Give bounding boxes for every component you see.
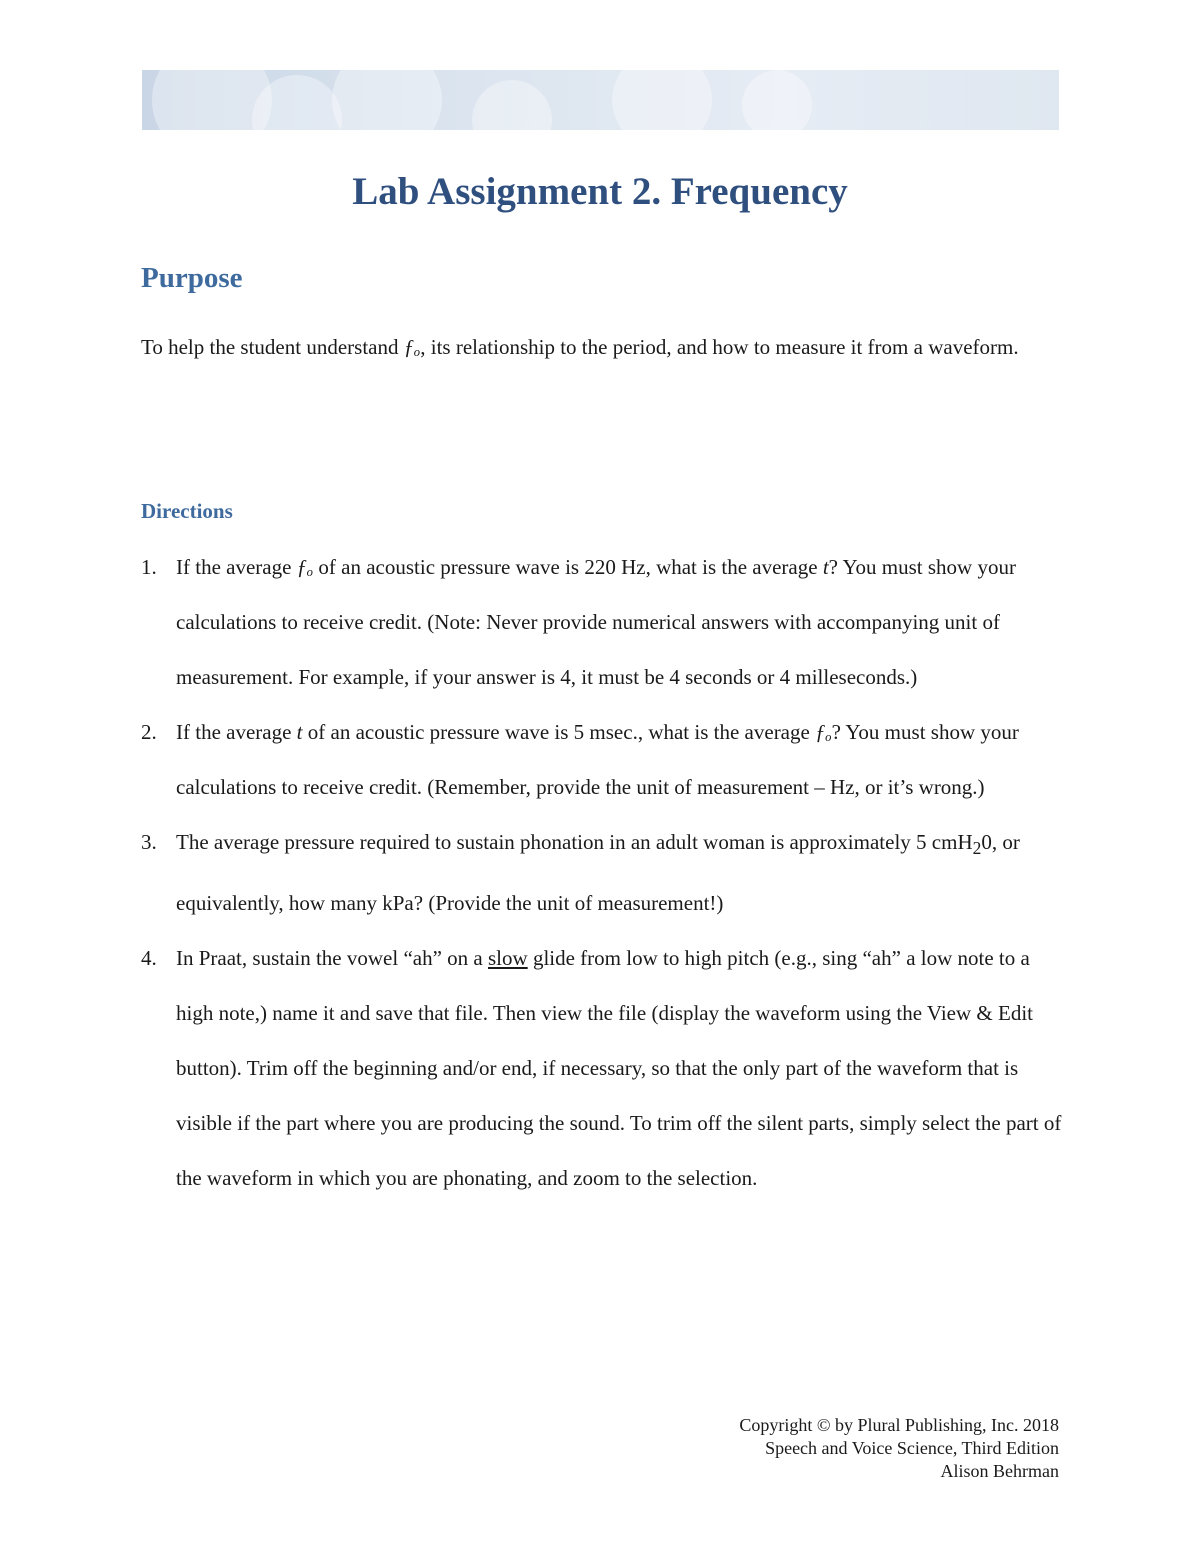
fo-symbol: ƒₒ [815, 720, 832, 744]
fo-symbol: ƒₒ [403, 335, 421, 359]
item-text: In Praat, sustain the vowel “ah” on a [176, 946, 488, 971]
list-item [141, 815, 1066, 931]
period-symbol: t [296, 720, 303, 744]
item-text: The average pressure required to sustain phonation in an adult woman is approximately 5 cmH [176, 830, 973, 854]
list-item-number: 1. [141, 555, 157, 579]
purpose-paragraph [141, 320, 1041, 375]
item-text: If the average [176, 555, 297, 579]
footer-author: Alison Behrman [940, 1461, 1059, 1481]
header-banner [142, 70, 1059, 130]
purpose-text-post: , its relationship to the period, and how to measure it from a waveform. [420, 335, 1019, 359]
underlined-word: slow [488, 946, 528, 971]
page-title: Lab Assignment 2. Frequency [352, 170, 848, 213]
item-text: ? You must show your calculations to receive credit. (Note: Never provide numerical answers with accompanying unit of measurement. For example, if your answer is 4, it must be 4 seconds or 4 milleseconds.) [176, 555, 1016, 689]
item-text: If the average [176, 720, 297, 744]
purpose-text-pre: To help the student understand [141, 335, 404, 359]
list-item-number: 3. [141, 830, 157, 854]
period-symbol: t [822, 555, 829, 579]
fo-symbol: ƒₒ [296, 555, 314, 579]
copyright-footer [739, 1414, 1059, 1483]
item-text: glide from low to high pitch (e.g., sing “ah” a low note to a high note,) name it and save that file. Then view the file (display the waveform using the View & Edit button). Trim off the beginning and/or end, if necessary, so that the only part of the waveform that is visible if the part where you are producing the sound. To trim off the silent parts, simply select the part of the waveform in which you are phonating, and zoom to the selection. [176, 946, 1062, 1191]
purpose-heading: Purpose [141, 262, 243, 294]
item-text: of an acoustic pressure wave is 5 msec., what is the average [302, 720, 816, 744]
list-item [141, 705, 1066, 815]
subscript-two: 2 [972, 838, 982, 859]
list-item-number: 4. [141, 946, 157, 971]
item-text: 0, or equivalently, how many kPa? (Provide the unit of measurement!) [176, 830, 1020, 916]
directions-list [141, 540, 1066, 1206]
item-text: of an acoustic pressure wave is 220 Hz, what is the average [313, 555, 823, 579]
footer-copyright: Copyright © by Plural Publishing, Inc. 2018 [739, 1415, 1059, 1435]
item-text: ? You must show your calculations to receive credit. (Remember, provide the unit of measurement – Hz, or it’s wrong.) [176, 720, 1019, 799]
list-item-number: 2. [141, 720, 157, 744]
directions-heading: Directions [141, 499, 233, 523]
list-item [141, 931, 1066, 1206]
footer-book-title: Speech and Voice Science, Third Edition [765, 1438, 1059, 1458]
list-item [141, 540, 1066, 705]
